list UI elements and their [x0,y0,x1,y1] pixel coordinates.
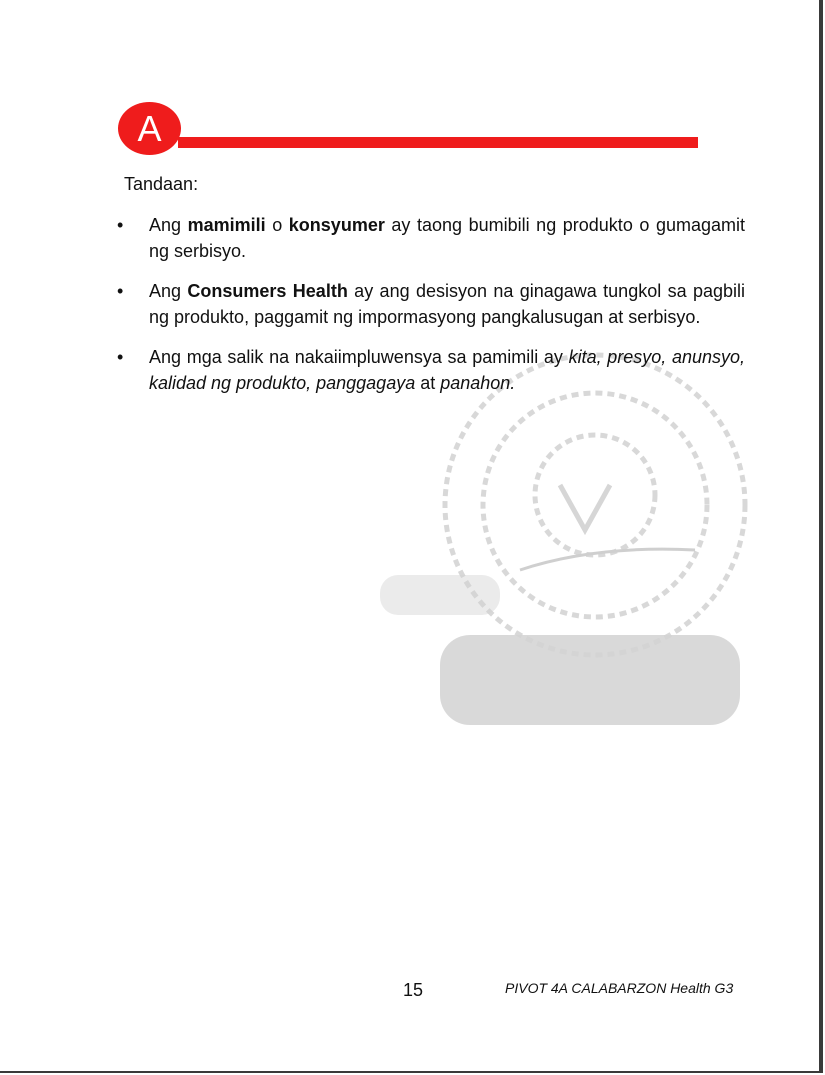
section-bar [178,137,698,148]
bullet-item [115,278,745,330]
remember-heading: Tandaan: [124,174,199,194]
keyword: konsyumer [288,215,385,235]
text-run: ay ang desisyon na ginagawa tungkol sa pagbili ng produkto, paggamit ng impormasyong pangkalusugan at serbisyo. [149,281,745,327]
page-number: 15 [403,980,424,1000]
italic-run: kita, presyo, anunsyo, kalidad ng produkto, panggagaya [149,347,745,393]
bullet-dot-icon: • [117,347,124,367]
text-run: Ang mga salik na nakaiimpluwensya sa pamimili ay [149,347,569,367]
bullet-dot-icon: • [117,281,124,301]
italic-run: panahon. [440,373,516,393]
bullet-text [149,344,745,396]
text-run: ay taong bumibili ng produkto o gumagamit ng serbisyo. [149,215,746,261]
section-badge: A [118,102,181,155]
text-run: Ang [149,281,188,301]
footer-title: PIVOT 4A CALABARZON Health G3 [505,980,734,996]
keyword: Consumers Health [187,281,348,301]
bullet-list [115,212,745,410]
bullet-text [149,212,745,264]
bullet-item [115,344,745,396]
text-run: at [415,373,441,393]
bullet-text [149,278,745,330]
bullet-item [115,212,745,264]
keyword: mamimili [187,215,266,235]
bullet-dot-icon: • [117,215,124,235]
text-run: Ang [149,215,188,235]
text-run: o [265,215,289,235]
